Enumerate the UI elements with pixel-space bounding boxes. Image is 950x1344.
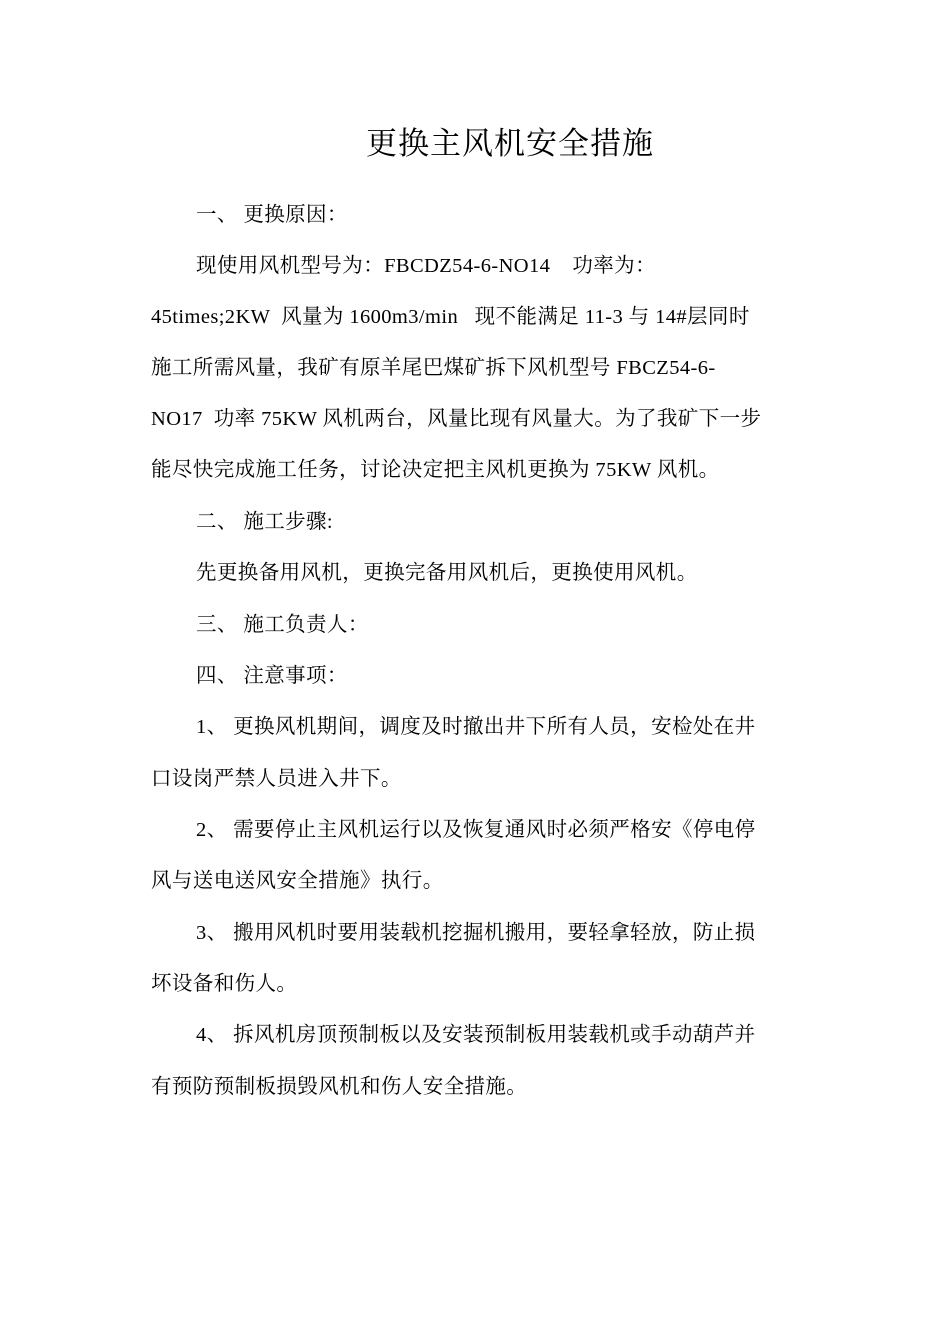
section-heading-responsible: 三、 施工负责人： (196, 614, 369, 636)
note-item-continuation: 有预防预制板损毁风机和伤人安全措施。 (151, 1076, 528, 1098)
note-item-first-line: 4、 拆风机房顶预制板以及安装预制板用装载机或手动葫芦并 (196, 1024, 756, 1046)
note-item-first-line: 2、 需要停止主风机运行以及恢复通风时必须严格安《停电停 (196, 819, 756, 841)
note-item-continuation: 口设岗严禁人员进入井下。 (151, 768, 402, 790)
note-item-continuation: 风与送电送风安全措施》执行。 (151, 870, 444, 892)
paragraph-line: NO17 功率 75KW 风机两台，风量比现有风量大。为了我矿下一步 (151, 408, 762, 430)
paragraph-line: 施工所需风量，我矿有原羊尾巴煤矿拆下风机型号 FBCZ54-6- (151, 357, 716, 379)
section-heading-notes: 四、 注意事项： (196, 665, 348, 687)
paragraph-line: 现使用风机型号为：FBCDZ54-6-NO14 功率为： (196, 255, 656, 277)
note-item-first-line: 3、 搬用风机时要用装载机挖掘机搬用，要轻拿轻放，防止损 (196, 922, 756, 944)
note-item-first-line: 1、 更换风机期间，调度及时撤出井下所有人员，安检处在井 (196, 716, 756, 738)
section-heading-reason: 一、 更换原因： (196, 204, 348, 226)
note-item-continuation: 坏设备和伤人。 (151, 973, 298, 995)
section-heading-steps: 二、 施工步骤: (196, 511, 334, 533)
paragraph-line: 能尽快完成施工任务，讨论决定把主风机更换为 75KW 风机。 (151, 459, 720, 481)
paragraph-line: 45times;2KW 风量为 1600m3/min 现不能满足 11-3 与 14#层同时 (151, 306, 750, 328)
document-title: 更换主风机安全措施 (366, 126, 654, 161)
paragraph-line: 先更换备用风机，更换完备用风机后，更换使用风机。 (196, 562, 698, 584)
